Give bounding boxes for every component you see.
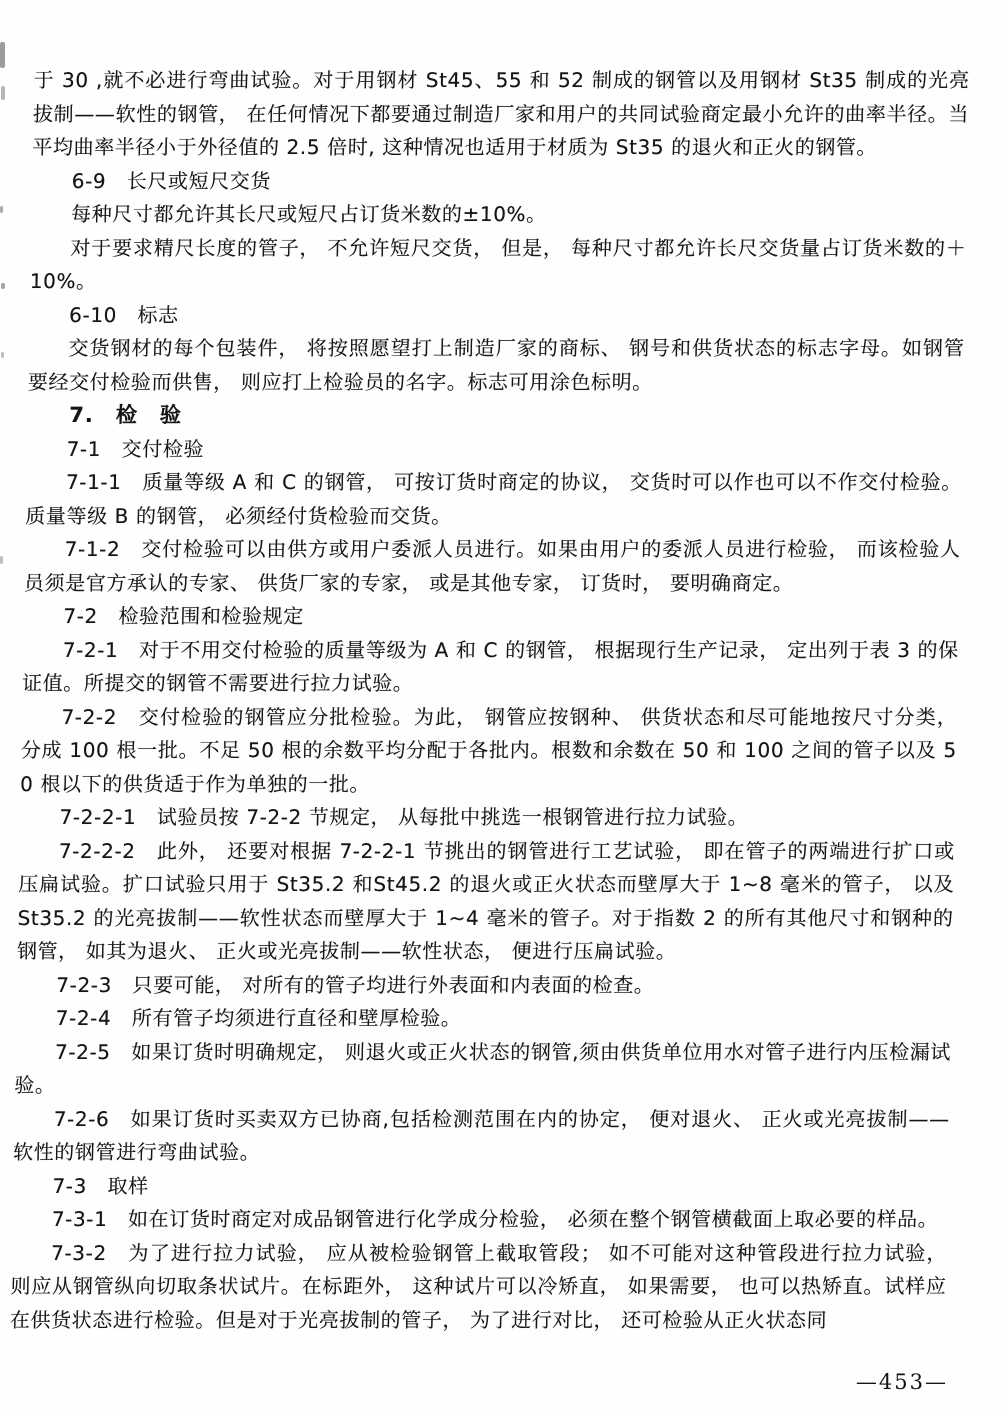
paragraph: 对于要求精尺长度的管子， 不允许短尺交货， 但是， 每种尺寸都允许长尺交货量占订货米数的＋10%。: [29, 235, 967, 293]
paragraph: 每种尺寸都允许其长尺或短尺占订货米数的±10%。: [70, 202, 547, 226]
paragraph: 7-2-3 只要可能， 对所有的管子均进行外表面和内表面的检查。: [56, 972, 655, 997]
paragraph: 7-2-6 如果订货时买卖双方已协商,包括检测范围在内的协定， 便对退火、 正火或光亮拔制——软性的钢管进行弯曲试验。: [12, 1106, 950, 1164]
paragraph: 7-2-2 交付检验的钢管应分批检验。为此， 钢管应按钢种、 供货状态和尽可能地按尺寸分类， 分成 100 根一批。不足 50 根的余数平均分配于各批内。根数和余数在 50 和 100 之间的管子以及 50 根以下的供货适于作为单独的一批。: [19, 704, 958, 796]
paragraph: 7-3-1 如在订货时商定对成品钢管进行化学成分检验， 必须在整个钢管横截面上取必要的样品。: [51, 1207, 939, 1231]
paragraph: 7-1-1 质量等级 A 和 C 的钢管， 可按订货时商定的协议， 交货时可以作也可以不作交付检验。质量等级 B 的钢管， 必须经付货检验而交货。: [25, 470, 963, 528]
section-heading: 7. 检 验: [69, 403, 183, 427]
paragraph: 7-2 检验范围和检验规定: [63, 604, 305, 628]
paragraph: 7-1-2 交付检验可以由供方或用户委派人员进行。如果由用户的委派人员进行检验， 而该检验人员须是官方承认的专家、 供货厂家的专家， 或是其他专家， 订货时， 要明确商定。: [23, 537, 961, 595]
paragraph: 7-2-1 对于不用交付检验的质量等级为 A 和 C 的钢管， 根据现行生产记录， 定出列于表 3 的保证值。所提交的钢管不需要进行拉力试验。: [21, 637, 959, 695]
page-number: —453—: [855, 1370, 948, 1394]
paragraph: 于 30 ,就不必进行弯曲试验。对于用钢材 St45、55 和 52 制成的钢管以及用钢材 St35 制成的光亮拔制——软性的钢管， 在任何情况下都要通过制造厂家和用户的共同试验商定最小允许的曲率半径。当平均曲率半径小于外径值的 2.5 倍时, 这种情况也适用于材质为 St35 的退火和正火的钢管。: [32, 68, 970, 159]
scan-artifact: [1, 352, 4, 358]
scan-artifact: [0, 206, 3, 213]
paragraph: 交货钢材的每个包装件， 将按照愿望打上制造厂家的商标、 钢号和供货状态的标志字母。如钢管要经交付检验而供售， 则应打上检验员的名字。标志可用涂色标明。: [27, 336, 965, 394]
paragraph: 7-2-4 所有管子均须进行直径和壁厚检验。: [55, 1006, 462, 1030]
paragraph: 6-9 长尺或短尺交货: [71, 168, 272, 193]
scan-artifact: [0, 556, 3, 564]
paragraph: 7-3 取样: [52, 1173, 149, 1198]
scan-artifact: [1, 283, 5, 289]
paragraph: 7-1 交付检验: [66, 436, 205, 461]
paragraph: 7-2-5 如果订货时明确规定， 则退火或正火状态的钢管,须由供货单位用水对管子进行内压检漏试验。: [14, 1039, 952, 1097]
paragraph: 7-3-2 为了进行拉力试验， 应从被检验钢管上截取管段； 如不可能对这种管段进行拉力试验， 则应从钢管纵向切取条状试片。在标距外， 这种试片可以冷矫直， 如果需要， 也可以热矫直。试样应在供货状态进行检验。但是对于光亮拔制的管子， 为了进行对比， 还可检验从正火状态同: [9, 1240, 948, 1332]
scan-artifact: [1, 86, 5, 100]
scan-artifact: [0, 42, 5, 68]
document-body: [10, 64, 970, 1337]
paragraph: 7-2-2-2 此外， 还要对根据 7-2-2-1 节挑出的钢管进行工艺试验， 即在管子的两端进行扩口或压扁试验。扩口试验只用于 St35.2 和St45.2 的退火或正火状态而壁厚大于 1~8 毫米的管子， 以及 St35.2 的光亮拔制——软性状态而壁厚大于 1~4 毫米的管子。对于指数 2 的所有其他尺寸和钢种的钢管， 如其为退火、 正火或光亮拔制——软性状态， 便进行压扁试验。: [16, 838, 956, 963]
paragraph: 7-2-2-1 试验员按 7-2-2 节规定， 从每批中挑选一根钢管进行拉力试验。: [59, 805, 749, 829]
paragraph: 6-10 标志: [68, 302, 180, 327]
